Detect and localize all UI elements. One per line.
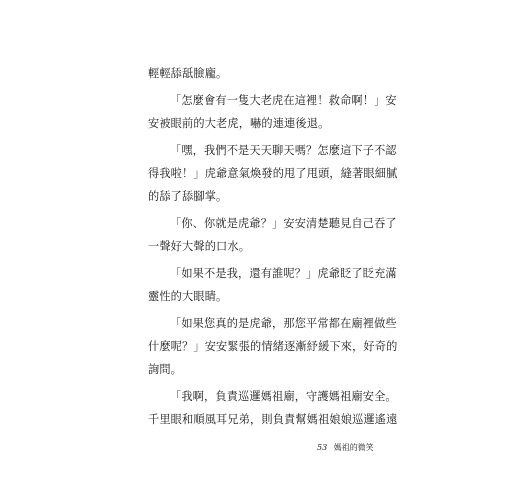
text-line: 「嘿，我們不是天天聊天嗎？怎麼這下子不認	[170, 144, 397, 157]
body-text	[148, 62, 398, 431]
text-line: 得我啦！」虎爺意氣煥發的甩了甩頭，縫著眼細膩	[148, 167, 398, 180]
text-line: 靈性的大眼睛。	[148, 290, 228, 303]
text-line: 「你、你就是虎爺？」安安清楚聽見自己吞了	[170, 217, 397, 230]
text-line: 輕輕舔舐臉龐。	[148, 67, 228, 80]
text-line: 「怎麼會有一隻大老虎在這裡！救命啊！」安	[170, 94, 397, 107]
text-line: 千里眼和順風耳兄弟，則負責幫媽祖娘娘巡邏遙遠	[148, 413, 398, 426]
text-line: 什麼呢？」安安緊張的情緒逐漸紓緩下來，好奇的	[148, 340, 398, 353]
page-number: 53	[317, 443, 328, 452]
text-line: 「如果您真的是虎爺，那您平常都在廟裡做些	[170, 317, 397, 330]
text-line: 「如果不是我，還有誰呢？」虎爺眨了眨充滿	[170, 267, 397, 280]
running-title: 媽祖的微笑	[333, 443, 374, 452]
text-line: 安被眼前的大老虎，嚇的連連後退。	[148, 117, 330, 130]
page-footer	[317, 441, 374, 455]
text-line: 的舔了舔腳掌。	[148, 190, 228, 203]
text-line: 一聲好大聲的口水。	[148, 240, 251, 253]
text-line: 詢問。	[148, 363, 183, 376]
text-line: 「我啊，負責巡邏媽祖廟，守護媽祖廟安全。	[170, 390, 397, 403]
